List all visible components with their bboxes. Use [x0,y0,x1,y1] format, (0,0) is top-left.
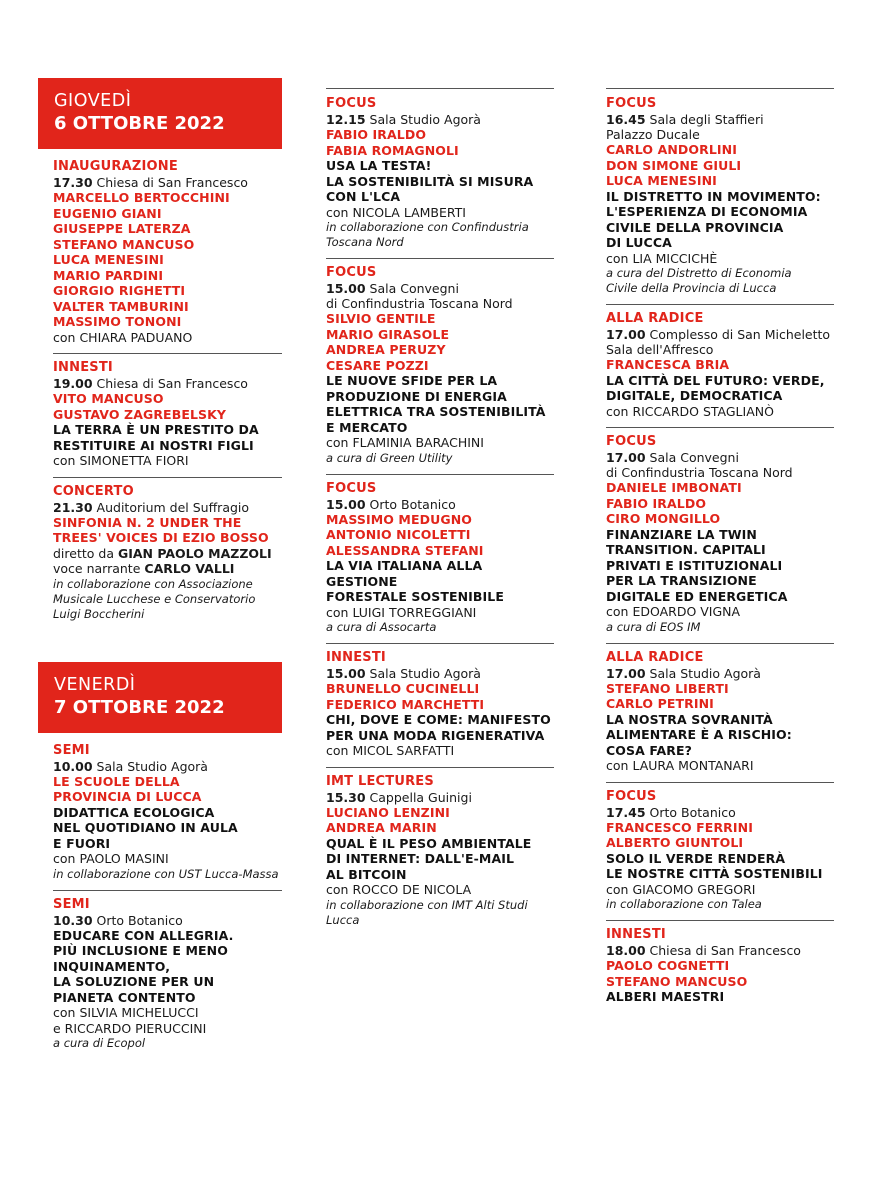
moderator-name: MICOL SARFATTI [352,743,455,758]
event-moderator [606,404,834,420]
speaker-name: LUCIANO LENZINI [326,804,450,820]
event-location-text: Chiesa di San Francesco [649,943,801,958]
event-category: ALLA RADICE [606,311,704,326]
event-credit [53,561,282,577]
event-time: 15.00 [326,281,366,296]
events-friday-col2 [326,88,554,934]
event-block [326,647,554,765]
speaker-name: STEFANO MANCUSO [53,236,195,252]
day-header-friday [38,662,282,733]
event-moderator [326,882,554,898]
event-block [38,357,282,475]
moderator-name: EDOARDO VIGNA [632,604,741,619]
divider [326,767,554,768]
event-block [326,262,554,472]
event-block [38,894,282,1058]
event-note: in collaborazione con Confindustria [326,220,529,234]
moderator-prefix: con [606,758,629,773]
event-location [606,450,834,465]
event-moderator [53,1005,282,1021]
event-title: CON L'LCA [326,189,401,204]
event-location [606,327,834,342]
event-category: CONCERTO [53,483,134,499]
event-category: IMT LECTURES [326,773,434,789]
event-note: a cura di Ecopol [53,1036,146,1050]
event-category: FOCUS [606,788,657,804]
moderator-prefix: con [326,743,349,758]
event-title: PIANETA CONTENTO [53,989,196,1005]
event-note: in collaborazione con Talea [606,897,762,911]
event-title: DI INTERNET: DALL'E-MAIL [326,851,515,866]
divider [606,782,834,783]
event-category: INNESTI [326,650,386,665]
event-title: ALBERI MAESTRI [606,989,725,1004]
event-location [53,175,282,190]
event-category: INNESTI [53,360,113,375]
event-note: a cura di Green Utility [326,450,453,465]
event-title: LA VIA ITALIANA ALLA GESTIONE [326,558,483,589]
event-location [326,112,554,127]
events-thursday [38,149,282,628]
event-location-text: Orto Botanico [96,912,183,928]
speaker-name: CIRO MONGILLO [606,511,721,526]
speaker-name: FABIA ROMAGNOLI [326,142,459,158]
speaker-name: FEDERICO MARCHETTI [326,696,485,712]
column-3 [606,88,834,1011]
event-note: in collaborazione con UST Lucca-Massa [53,866,279,881]
event-title: PER LA TRANSIZIONE [606,573,757,588]
event-title: INQUINAMENTO, [53,958,171,974]
moderator-name: SIMONETTA FIORI [79,453,189,468]
event-location-text: Auditorium del Suffragio [96,499,250,515]
event-title: E MERCATO [326,419,408,435]
event-time: 17.30 [53,175,93,190]
speaker-name: FRANCESCA BRIA [606,357,730,372]
event-title: ALIMENTARE È A RISCHIO: [606,727,792,742]
credit-prefix: voce narrante [53,561,141,576]
event-location-text: Sala Studio Agorà [649,665,761,681]
event-category: SEMI [53,896,90,912]
moderator-name: GIACOMO GREGORI [632,881,756,897]
speaker-name: SINFONIA N. 2 UNDER THE [53,514,242,530]
event-title: NEL QUOTIDIANO IN AULA [53,820,238,835]
speaker-name: MASSIMO MEDUGNO [326,511,472,527]
event-block [326,88,554,256]
moderator-prefix: con [606,881,629,897]
credit-name: CARLO VALLI [144,561,235,576]
event-location-text: Orto Botanico [649,804,736,820]
event-title: DIGITALE, DEMOCRATICA [606,388,783,403]
event-block [606,431,834,641]
speaker-name: LUCA MENESINI [53,252,164,267]
event-location-text: Sala Studio Agorà [96,758,208,774]
event-location [606,666,834,681]
event-title: CHI, DOVE E COME: MANIFESTO [326,712,551,727]
event-location [326,790,554,805]
moderator-prefix: con [53,453,76,468]
event-moderator [606,251,834,267]
day-date: 6 OTTOBRE 2022 [54,113,225,134]
moderator-prefix: con [53,329,76,345]
divider [53,890,282,891]
event-note: in collaborazione con IMT Alti Studi Lucca [326,897,528,927]
speaker-name: STEFANO LIBERTI [606,680,729,696]
event-title: COSA FARE? [606,742,693,758]
event-block [326,771,554,934]
event-title: DIDATTICA ECOLOGICA [53,804,215,820]
event-location [606,805,834,820]
event-note: a cura del Distretto di Economia [606,266,792,280]
event-moderator [326,605,554,621]
event-title: RESTITUIRE AI NOSTRI FIGLI [53,437,254,453]
divider [606,643,834,644]
event-title: EDUCARE CON ALLEGRIA. [53,927,234,943]
event-block [38,149,282,351]
event-time: 15.00 [326,666,366,681]
moderator-prefix: con [326,204,349,220]
speaker-name: GUSTAVO ZAGREBELSKY [53,406,227,422]
event-category: SEMI [53,742,90,758]
moderator-name: ROCCO DE NICOLA [352,882,472,897]
event-category: FOCUS [326,480,377,496]
moderator-name: SILVIA MICHELUCCI [79,1005,199,1020]
speaker-name: DANIELE IMBONATI [606,480,742,495]
event-time: 15.00 [326,496,366,512]
event-note: a cura di Assocarta [326,620,437,634]
event-title: QUAL È IL PESO AMBIENTALE [326,835,532,851]
speaker-name: FABIO IRALDO [326,127,427,142]
moderator-prefix: con [326,604,349,620]
divider [606,427,834,428]
column-1 [38,78,282,1057]
moderator-prefix: con [606,403,629,419]
event-block [606,308,834,425]
speaker-name: ALBERTO GIUNTOLI [606,835,744,850]
column-2 [326,88,554,934]
event-category: FOCUS [606,434,657,449]
event-location [326,666,554,681]
event-title: LA TERRA È UN PRESTITO DA [53,422,259,437]
event-title: PIÙ INCLUSIONE E MENO [53,943,228,958]
event-time: 17.00 [606,327,646,342]
speaker-name: LE SCUOLE DELLA [53,773,180,789]
divider [326,643,554,644]
event-moderator [606,758,834,774]
event-title: TRANSITION. CAPITALI [606,542,766,557]
speaker-name: FABIO IRALDO [606,495,707,511]
day-name: GIOVEDÌ [54,91,132,111]
event-moderator [326,205,554,221]
credit-name: GIAN PAOLO MAZZOLI [117,545,272,561]
day-name: VENERDÌ [54,674,136,695]
event-location-text: Sala Convegni [369,281,459,296]
event-title: PRIVATI E ISTITUZIONALI [606,557,783,573]
event-time: 12.15 [326,112,366,127]
event-title: E FUORI [53,835,111,851]
event-title: IL DISTRETTO IN MOVIMENTO: [606,188,821,204]
event-title: DI LUCCA [606,235,672,250]
event-time: 21.30 [53,499,93,515]
event-location-text: Cappella Guinigi [369,789,472,805]
event-moderator [53,851,282,867]
speaker-name: EUGENIO GIANI [53,205,162,221]
event-block [38,733,282,888]
event-location-text: Sala Studio Agorà [369,666,481,681]
event-moderator [326,435,554,451]
day-date: 7 OTTOBRE 2022 [54,696,225,718]
event-title: AL BITCOIN [326,866,407,882]
event-block [606,647,834,780]
event-title: LE NUOVE SFIDE PER LA [326,373,498,388]
speaker-name: VALTER TAMBURINI [53,298,189,314]
moderator-prefix: con [53,1005,76,1020]
event-moderator [326,743,554,759]
event-moderator [606,604,834,620]
speaker-name: MASSIMO TONONI [53,314,182,329]
speaker-name: FRANCESCO FERRINI [606,819,753,835]
speaker-name: PAOLO COGNETTI [606,958,730,973]
divider [53,353,282,354]
event-location-text: Chiesa di San Francesco [96,175,248,190]
event-location: di Confindustria Toscana Nord [606,465,793,480]
event-location [606,112,834,127]
speaker-name: SILVIO GENTILE [326,311,436,326]
event-location-text: Complesso di San Micheletto [649,327,831,342]
event-location [53,913,282,928]
event-time: 16.45 [606,112,646,127]
event-time: 17.00 [606,450,646,465]
speaker-name: DON SIMONE GIULI [606,157,742,173]
events-friday-col1 [38,733,282,1058]
event-location [53,500,282,515]
speaker-name: TREES' VOICES DI EZIO BOSSO [53,530,269,545]
event-title: CIVILE DELLA PROVINCIA [606,219,784,235]
speaker-name: GIUSEPPE LATERZA [53,221,191,236]
event-title: LA SOLUZIONE PER UN [53,974,215,989]
event-note: Toscana Nord [326,235,404,249]
speaker-name: MARCELLO BERTOCCHINI [53,190,230,205]
event-note: a cura di EOS IM [606,619,701,634]
moderator-name: NICOLA LAMBERTI [352,204,466,220]
moderator-name: PAOLO MASINI [79,851,169,866]
moderator-prefix: con [606,604,629,619]
event-location [606,943,834,958]
event-moderator-2: e RICCARDO PIERUCCINI [53,1020,207,1036]
moderator-name: CHIARA PADUANO [79,329,193,345]
event-title: FINANZIARE LA TWIN [606,526,757,542]
event-block [606,786,834,919]
speaker-name: ANDREA MARIN [326,820,437,835]
day-header-thursday [38,78,282,149]
event-block [326,478,554,642]
event-block [606,924,834,1011]
event-location-text: Sala Convegni [649,450,739,465]
moderator-prefix: con [326,435,349,450]
event-title: LA NOSTRA SOVRANITÀ [606,711,773,727]
event-time: 19.00 [53,376,93,391]
event-location [53,376,282,391]
moderator-name: RICCARDO STAGLIANÒ [632,403,774,419]
moderator-prefix: con [53,851,76,866]
event-credit [53,546,282,562]
event-time: 18.00 [606,943,646,958]
moderator-name: LIA MICCICHÈ [632,250,718,266]
event-note: in collaborazione con Associazione [53,576,253,591]
event-time: 10.30 [53,912,93,928]
speaker-name: CARLO PETRINI [606,696,714,711]
event-title: LA CITTÀ DEL FUTURO: VERDE, [606,372,825,388]
event-location [326,497,554,512]
speaker-name: STEFANO MANCUSO [606,973,748,989]
event-title: DIGITALE ED ENERGETICA [606,588,788,604]
event-title: FORESTALE SOSTENIBILE [326,589,505,604]
speaker-name: PROVINCIA DI LUCCA [53,789,202,804]
divider [606,920,834,921]
speaker-name: VITO MANCUSO [53,391,164,406]
speaker-name: ALESSANDRA STEFANI [326,542,484,558]
event-location [326,281,554,296]
speaker-name: ANDREA PERUZY [326,342,446,357]
moderator-prefix: con [326,882,349,897]
event-time: 10.00 [53,758,93,774]
event-title: L'ESPERIENZA DI ECONOMIA [606,204,808,219]
event-location-text: Sala degli Staffieri [649,112,764,127]
divider [606,304,834,305]
event-location-text: Chiesa di San Francesco [96,376,248,391]
event-note: Musicale Lucchese e Conservatorio [53,591,256,606]
moderator-prefix: con [606,250,629,266]
event-title: ELETTRICA TRA SOSTENIBILITÀ [326,404,546,419]
event-time: 17.45 [606,804,646,820]
speaker-name: LUCA MENESINI [606,173,717,188]
credit-prefix: diretto da [53,545,114,561]
speaker-name: GIORGIO RIGHETTI [53,283,186,298]
event-time: 17.00 [606,665,646,681]
event-title: LA SOSTENIBILITÀ SI MISURA [326,173,534,189]
moderator-name: LAURA MONTANARI [632,758,754,773]
event-block [606,88,834,302]
speaker-name: MARIO PARDINI [53,267,164,283]
event-moderator [53,453,282,469]
event-note: Luigi Boccherini [53,606,145,621]
speaker-name: MARIO GIRASOLE [326,326,450,342]
event-moderator [53,330,282,346]
event-time: 15.30 [326,789,366,805]
event-block [38,481,282,628]
event-moderator [606,882,834,898]
divider [326,258,554,259]
speaker-name: ANTONIO NICOLETTI [326,527,471,542]
event-category: FOCUS [326,96,377,111]
event-category: ALLA RADICE [606,649,704,665]
event-category: FOCUS [606,96,657,111]
speaker-name: BRUNELLO CUCINELLI [326,681,480,696]
event-location: Palazzo Ducale [606,127,700,142]
event-location: Sala dell'Affresco [606,342,714,357]
event-location-text: Sala Studio Agorà [369,112,481,127]
event-category: INNESTI [606,927,666,942]
event-note: Civile della Provincia di Lucca [606,281,777,295]
event-location-text: Orto Botanico [369,496,456,512]
speaker-name: CESARE POZZI [326,357,429,373]
speaker-name: CARLO ANDORLINI [606,142,737,157]
event-title: SOLO IL VERDE RENDERÀ [606,850,786,866]
moderator-name: LUIGI TORREGGIANI [352,604,477,620]
event-title: USA LA TESTA! [326,158,432,173]
event-category: INAUGURAZIONE [53,159,178,174]
event-category: FOCUS [326,265,377,280]
event-title: PRODUZIONE DI ENERGIA [326,388,507,404]
event-title: LE NOSTRE CITTÀ SOSTENIBILI [606,866,823,881]
divider [326,474,554,475]
events-friday-col3 [606,88,834,1011]
divider [53,477,282,478]
event-location [53,759,282,774]
moderator-name: FLAMINIA BARACHINI [352,435,484,450]
event-location: di Confindustria Toscana Nord [326,296,513,311]
event-title: PER UNA MODA RIGENERATIVA [326,727,545,743]
